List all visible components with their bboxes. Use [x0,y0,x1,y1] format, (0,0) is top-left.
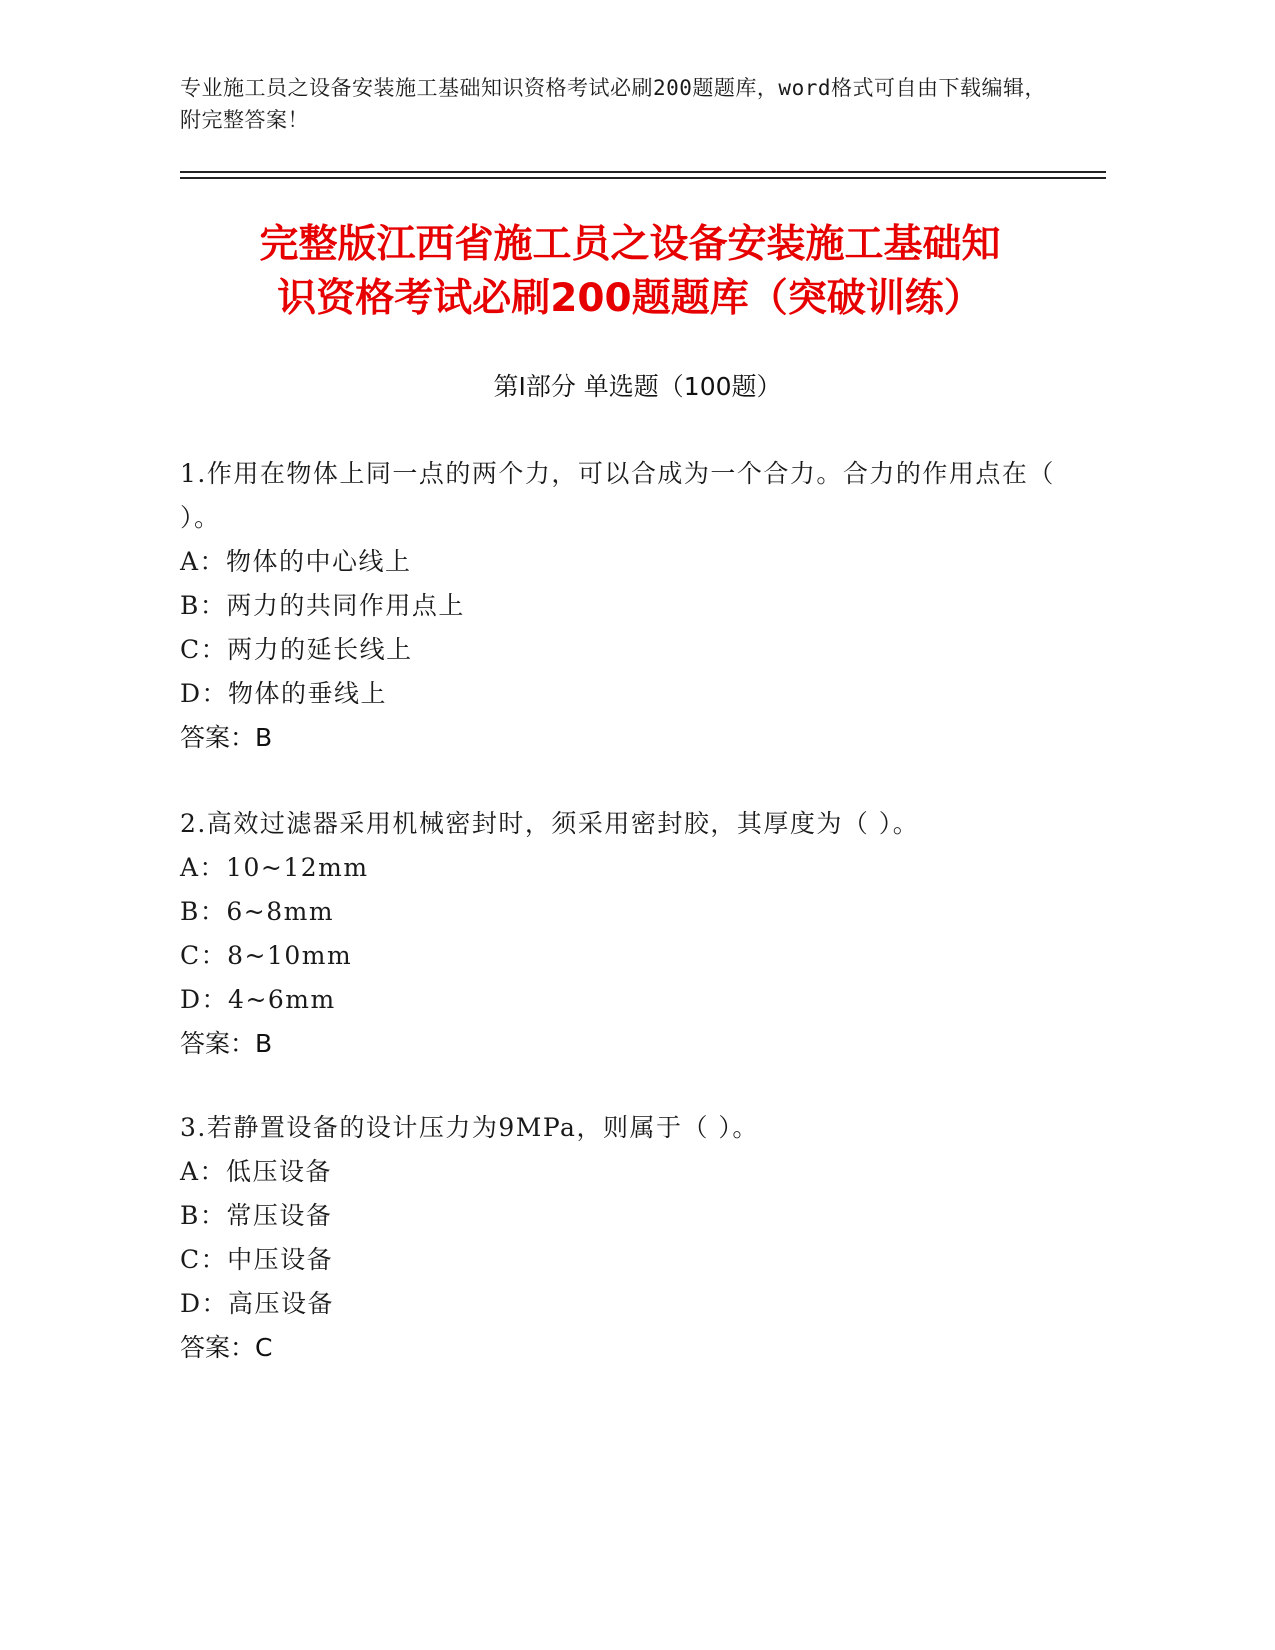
question-stem: 3.若静置设备的设计压力为9MPa，则属于（ ）。 [180,1113,759,1142]
header-note: 专业施工员之设备安装施工基础知识资格考试必刷200题题库，word格式可自由下载编辑，附完整答案！ [180,76,1046,132]
option-b: B：常压设备 [180,1201,333,1230]
question-stem: 1.作用在物体上同一点的两个力，可以合成为一个合力。合力的作用点在（ ）。 [180,459,1055,532]
document-title-line-1: 完整版江西省施工员之设备安装施工基础知 [259,222,1001,267]
option-b: B：6~8mm [180,897,335,926]
option-c: C：两力的延长线上 [180,635,413,664]
question-3 [180,1106,1080,1370]
question-stem: 2.高效过滤器采用机械密封时，须采用密封胶，其厚度为（ ）。 [180,809,920,838]
answer: 答案：B [180,1029,273,1058]
option-c: C：8~10mm [180,941,353,970]
document-title-line-2: 识资格考试必刷200题题库（突破训练） [277,276,983,321]
option-d: D：4~6mm [180,985,336,1014]
document-title [180,218,1080,326]
option-a: A：10~12mm [180,853,369,882]
option-a: A：物体的中心线上 [180,547,412,576]
question-2 [180,802,1080,1066]
header-divider-top [180,171,1106,173]
question-1 [180,452,1080,760]
option-d: D：高压设备 [180,1289,335,1318]
header-divider-bottom [180,177,1106,179]
option-a: A：低压设备 [180,1157,333,1186]
answer: 答案：B [180,723,273,752]
option-c: C：中压设备 [180,1245,334,1274]
answer: 答案：C [180,1333,273,1362]
section-title: 第I部分 单选题（100题） [493,372,782,401]
option-b: B：两力的共同作用点上 [180,591,465,620]
option-d: D：物体的垂线上 [180,679,388,708]
